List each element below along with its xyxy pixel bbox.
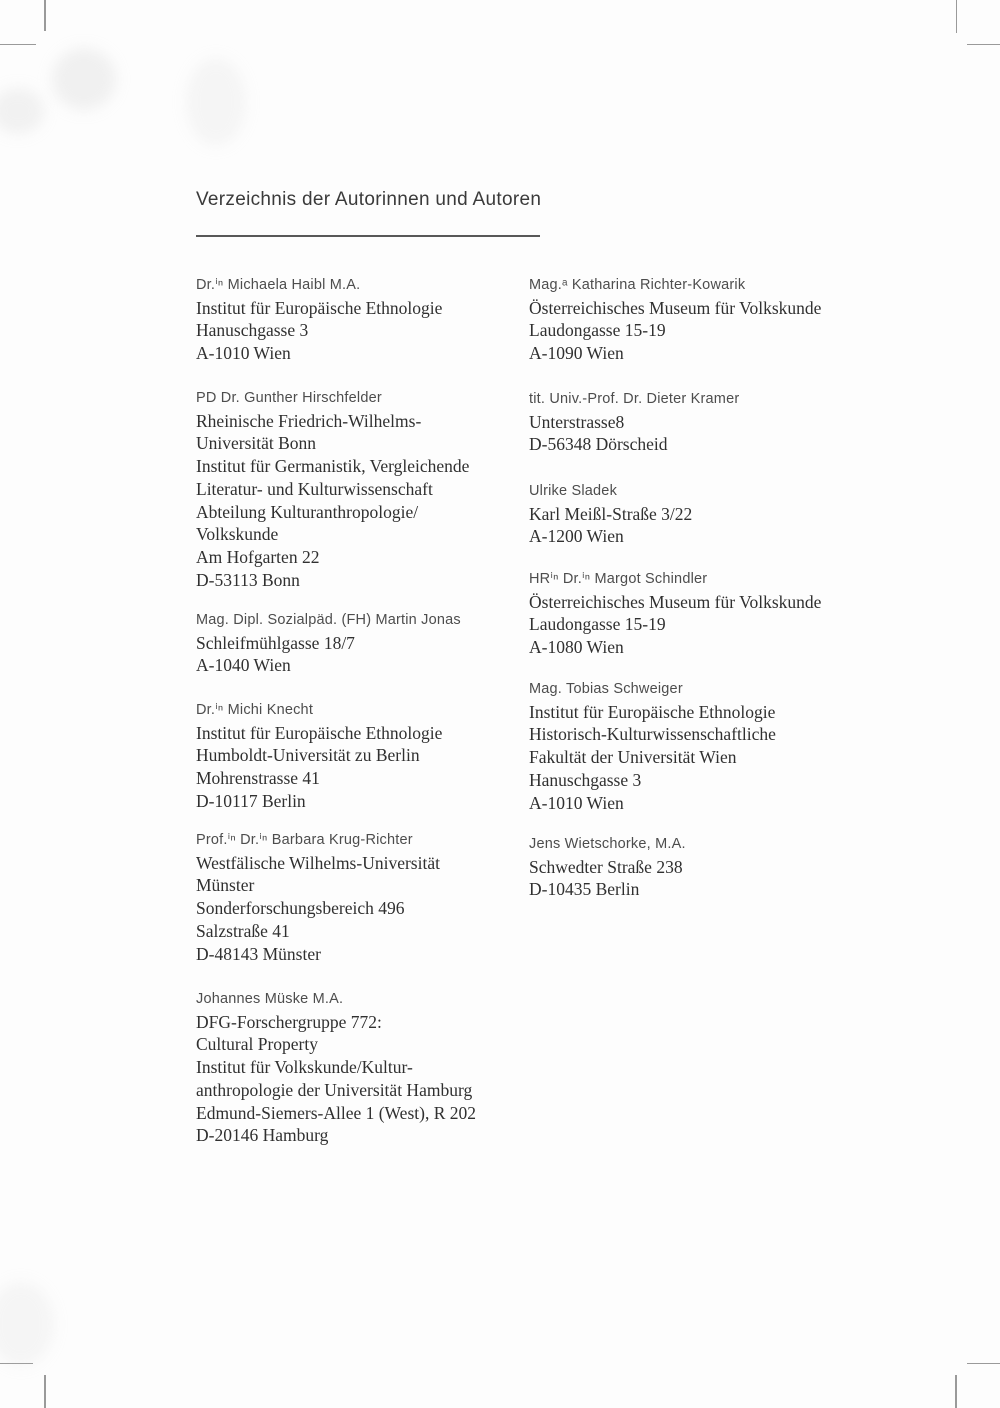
address-line: Karl Meißl-Straße 3/22 (529, 503, 693, 524)
address-line: Abteilung Kulturanthropologie/ (196, 501, 419, 522)
crop-mark-bottom-left-vertical (44, 1375, 46, 1408)
author-entry-kramer (529, 388, 889, 456)
author-entry-schweiger (529, 678, 889, 814)
author-name: PD Dr. Gunther Hirschfelder (196, 390, 382, 406)
scan-smudge (0, 1282, 54, 1366)
scan-smudge (0, 88, 44, 134)
author-entry-wietschorke (529, 833, 889, 901)
author-name: Dr.ⁱⁿ Michi Knecht (196, 702, 314, 718)
crop-mark-bottom-left-horizontal (0, 1363, 33, 1365)
address-line: D-20146 Hamburg (196, 1125, 329, 1146)
address-line: Universität Bonn (196, 433, 317, 454)
address-line: A-1200 Wien (529, 526, 624, 547)
address-line: D-48143 Münster (196, 943, 321, 964)
author-entry-hirschfelder (196, 387, 556, 591)
address-line: D-53113 Bonn (196, 569, 300, 590)
crop-mark-bottom-right-vertical (955, 1375, 957, 1408)
address-line: Literatur- und Kulturwissenschaft (196, 478, 433, 499)
author-name: Mag. Dipl. Sozialpäd. (FH) Martin Jonas (196, 612, 461, 628)
crop-mark-top-right-vertical (956, 0, 958, 33)
address-line: Rheinische Friedrich-Wilhelms- (196, 410, 422, 431)
address-line: Sonderforschungsbereich 496 (196, 898, 405, 919)
address-line: Institut für Europäische Ethnologie (196, 297, 443, 318)
address-line: Unterstrasse8 (529, 411, 625, 432)
address-line: Laudongasse 15-19 (529, 320, 666, 341)
address-line: Schleifmühlgasse 18/7 (196, 632, 355, 653)
title-rule (196, 235, 540, 237)
page-title: Verzeichnis der Autorinnen und Autoren (196, 189, 542, 210)
address-line: Fakultät der Universität Wien (529, 747, 737, 768)
author-name: HRⁱⁿ Dr.ⁱⁿ Margot Schindler (529, 571, 708, 587)
address-line: D-56348 Dörscheid (529, 434, 668, 455)
address-line: A-1080 Wien (529, 637, 624, 658)
address-line: Österreichisches Museum für Volkskunde (529, 591, 822, 612)
author-name: Prof.ⁱⁿ Dr.ⁱⁿ Barbara Krug-Richter (196, 832, 413, 848)
address-line: Volkskunde (196, 524, 279, 545)
crop-mark-top-right-horizontal (967, 44, 1000, 46)
scan-smudge (186, 58, 246, 146)
author-name: Jens Wietschorke, M.A. (529, 836, 686, 852)
scan-smudge (52, 48, 116, 110)
author-name: tit. Univ.-Prof. Dr. Dieter Kramer (529, 391, 740, 407)
author-entry-schindler (529, 568, 889, 659)
author-entry-muske (196, 988, 556, 1147)
author-entry-sladek (529, 480, 889, 548)
author-name: Ulrike Sladek (529, 483, 618, 499)
address-line: A-1090 Wien (529, 343, 624, 364)
author-entry-krug-richter (196, 829, 556, 965)
address-line: Laudongasse 15-19 (529, 614, 666, 635)
crop-mark-bottom-right-horizontal (967, 1363, 1000, 1365)
address-line: Institut für Volkskunde/Kultur- (196, 1057, 413, 1078)
address-line: A-1040 Wien (196, 655, 291, 676)
address-line: Institut für Europäische Ethnologie (196, 722, 443, 743)
author-entry-richter-kowarik (529, 274, 889, 365)
address-line: A-1010 Wien (529, 792, 624, 813)
author-name: Mag.ᵃ Katharina Richter-Kowarik (529, 277, 746, 293)
crop-mark-top-left-horizontal (0, 44, 36, 46)
address-line: Salzstraße 41 (196, 920, 290, 941)
address-line: A-1010 Wien (196, 343, 291, 364)
crop-mark-top-left-vertical (44, 0, 46, 31)
address-line: Münster (196, 875, 255, 896)
address-line: Hanuschgasse 3 (529, 769, 642, 790)
address-line: Humboldt-Universität zu Berlin (196, 745, 420, 766)
address-line: Cultural Property (196, 1034, 318, 1055)
address-line: Institut für Europäische Ethnologie (529, 701, 776, 722)
address-line: Österreichisches Museum für Volkskunde (529, 297, 822, 318)
author-entry-knecht (196, 699, 556, 813)
author-name: Johannes Müske M.A. (196, 991, 344, 1007)
address-line: Hanuschgasse 3 (196, 320, 309, 341)
address-line: Mohrenstrasse 41 (196, 768, 320, 789)
address-line: DFG-Forschergruppe 772: (196, 1011, 382, 1032)
address-line: Westfälische Wilhelms-Universität (196, 852, 440, 873)
author-name: Mag. Tobias Schweiger (529, 681, 683, 697)
address-line: D-10117 Berlin (196, 790, 306, 811)
address-line: Institut für Germanistik, Vergleichende (196, 456, 470, 477)
address-line: Am Hofgarten 22 (196, 546, 320, 567)
author-name: Dr.ⁱⁿ Michaela Haibl M.A. (196, 277, 361, 293)
author-entry-haibl (196, 274, 556, 365)
address-line: Edmund-Siemers-Allee 1 (West), R 202 (196, 1102, 476, 1123)
author-entry-jonas (196, 609, 556, 677)
address-line: Historisch-Kulturwissenschaftliche (529, 724, 776, 745)
address-line: D-10435 Berlin (529, 879, 640, 900)
address-line: anthropologie der Universität Hamburg (196, 1079, 473, 1100)
address-line: Schwedter Straße 238 (529, 856, 683, 877)
